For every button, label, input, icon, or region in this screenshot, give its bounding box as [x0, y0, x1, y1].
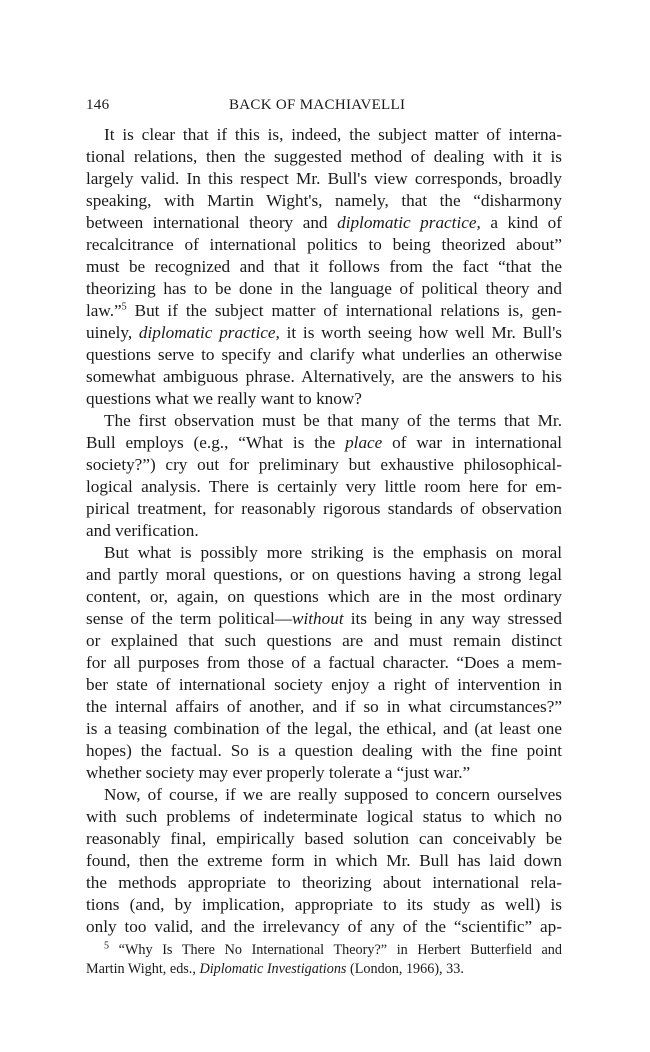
body-line: largely valid. In this respect Mr. Bull's view corresponds, broadly [86, 169, 562, 188]
body-line: somewhat ambiguous phrase. Alternatively, are the answers to his [86, 367, 562, 386]
body-line: questions what we really want to know? [86, 389, 362, 408]
body-line: recalcitrance of international politics to being theorized about” [86, 235, 562, 254]
body-line: with such problems of indeterminate logical status to which no [86, 807, 562, 826]
body-line: society?”) cry out for preliminary but exhaustive philosophical- [86, 455, 562, 474]
body-line: tions (and, by implication, appropriate to its study as well) is [86, 895, 562, 914]
body-line: Bull employs (e.g., “What is the place of war in international [86, 433, 563, 452]
page-number: 146 [86, 97, 110, 113]
body-line: The first observation must be that many of the terms that Mr. [104, 411, 562, 430]
body-line: the methods appropriate to theorizing about international rela- [86, 873, 562, 892]
body-line: tional relations, then the suggested method of dealing with it is [86, 147, 562, 166]
body-line: and verification. [86, 521, 199, 540]
body-line: But what is possibly more striking is the emphasis on moral [104, 543, 562, 562]
body-line: between international theory and diplomatic practice, a kind of [86, 213, 562, 232]
body-line: law.”$^5$ But if the subject matter of international relations is, gen- [86, 301, 562, 320]
running-head: BACK OF MACHIAVELLI [229, 97, 406, 113]
body-line: for all purposes from those of a factual character. “Does a mem- [86, 653, 562, 672]
body-line: ber state of international society enjoy a right of intervention in [86, 675, 562, 694]
body-line: only too valid, and the irrelevancy of any of the “scientific” ap- [86, 917, 562, 936]
page-header [86, 97, 566, 117]
footnote-line: $^5$ “Why Is There No International Theory?” in Herbert Butterfield and [104, 940, 562, 958]
body-line: Now, of course, if we are really supposed to concern ourselves [104, 785, 562, 804]
body-line: reasonably final, empirically based solution can conceivably be [86, 829, 562, 848]
body-line: found, then the extreme form in which Mr. Bull has laid down [86, 851, 562, 870]
body-line: or explained that such questions are and must remain distinct [86, 631, 562, 650]
footnote-line: Martin Wight, eds., Diplomatic Investigations (London, 1966), 33. [86, 961, 464, 977]
body-line: must be recognized and that it follows from the fact “that the [86, 257, 562, 276]
body-line: speaking, with Martin Wight's, namely, that the “disharmony [86, 191, 562, 210]
body-line: whether society may ever properly tolerate a “just war.” [86, 763, 471, 782]
body-line: sense of the term political—without its being in any way stressed [86, 609, 562, 628]
body-line: the internal affairs of another, and if so in what circumstances?” [86, 697, 562, 716]
body-line: hopes) the factual. So is a question dealing with the fine point [86, 741, 562, 760]
body-line: is a teasing combination of the legal, the ethical, and (at least one [86, 719, 562, 738]
body-line: logical analysis. There is certainly very little room here for em- [86, 477, 562, 496]
body-line: and partly moral questions, or on questions having a strong legal [86, 565, 562, 584]
body-line: uinely, diplomatic practice, it is worth seeing how well Mr. Bull's [86, 323, 562, 342]
body-line: pirical treatment, for reasonably rigorous standards of observation [86, 499, 562, 518]
body-line: theorizing has to be done in the language of political theory and [86, 279, 562, 298]
body-line: content, or, again, on questions which are in the most ordinary [86, 587, 562, 606]
body-line: questions serve to specify and clarify what underlies an otherwise [86, 345, 562, 364]
body-line: It is clear that if this is, indeed, the subject matter of interna- [104, 125, 562, 144]
